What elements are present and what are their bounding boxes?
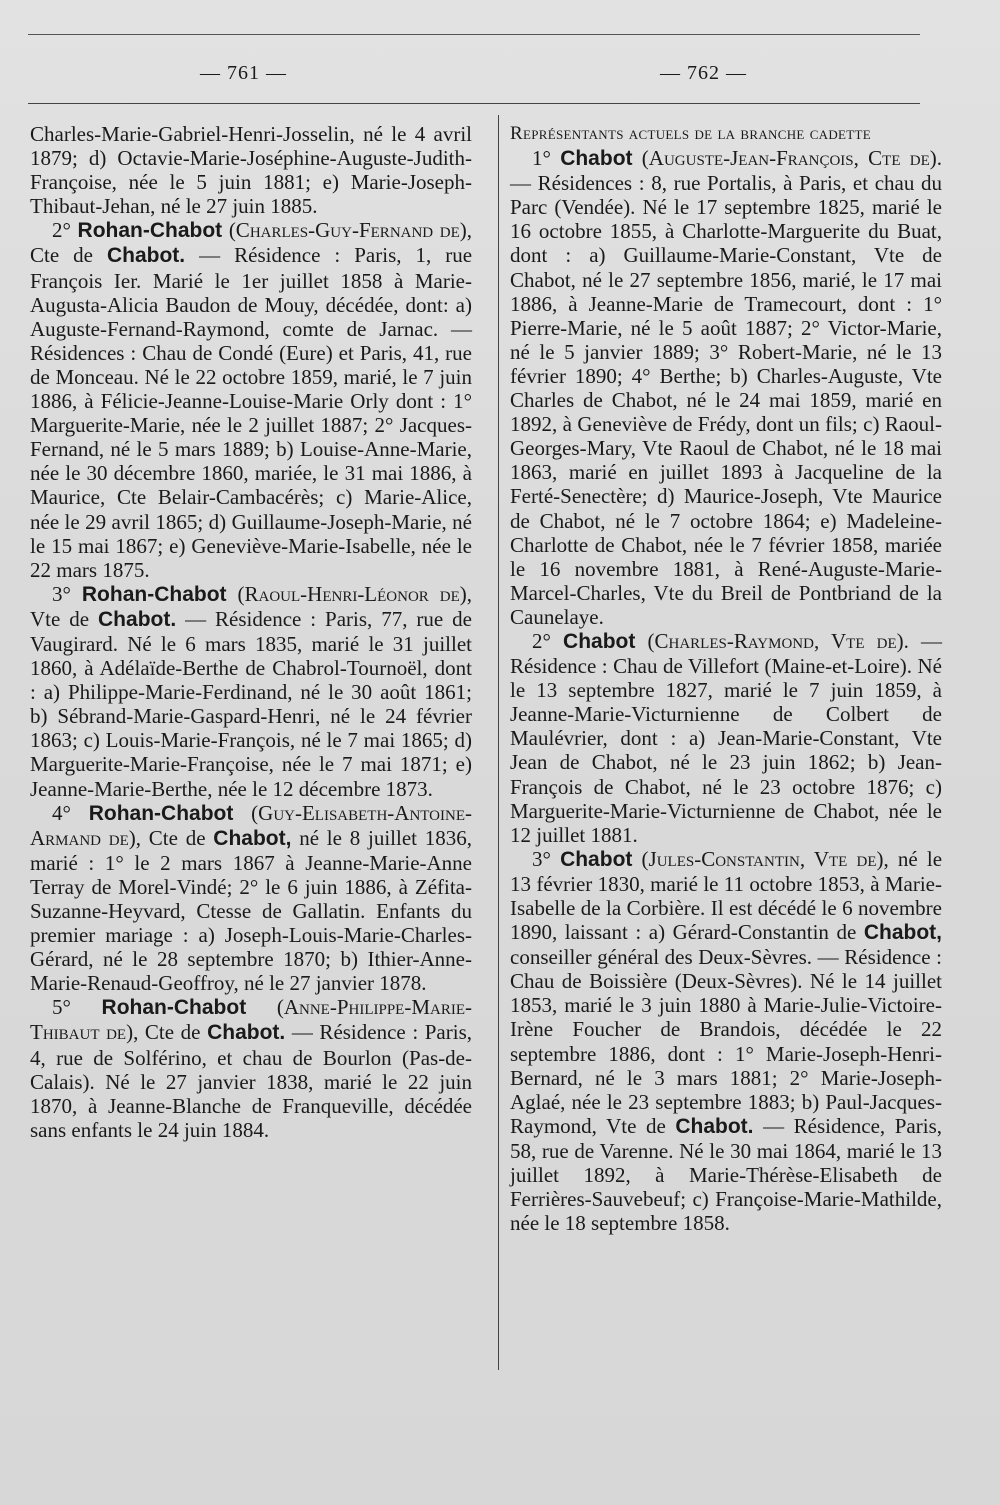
entry-number: 2°	[532, 628, 551, 653]
page-number-right: — 762 —	[660, 62, 747, 84]
column-divider	[498, 115, 499, 1370]
given-names: (Jules-Constantin, Vte de),	[641, 846, 889, 871]
title-name: Chabot,	[213, 826, 292, 850]
entry-body-part-a: né le 13 février 1830, marié le 11 octobre 1853, à Marie-Isabelle de la Corbière. Il est décédé le 6 novembre 1890, laissant : a) Gérard-Constantin de	[510, 846, 943, 945]
entry-2	[30, 218, 472, 581]
entry-body: — Résidence : Paris, 77, rue de Vaugirard. Né le 6 mars 1835, marié le 31 juillet 1860, à Adélaïde-Berthe de Chabrol-Tournoël, dont : a) Philippe-Marie-Ferdinand, né le 30 août 1861; b) Sébrand-Marie-Gaspard-Henri, né le 24 février 1863; c) Louis-Marie-François, né le 7 mai 1865; d) Marguerite-Marie-Françoise, née le 7 mai 1871; e) Jeanne-Marie-Berthe, née le 12 décembre 1873.	[30, 606, 472, 801]
entry-number: 4°	[52, 800, 71, 825]
family-name: Rohan-Chabot	[101, 996, 247, 1020]
header-rule	[28, 103, 920, 104]
entry-body: — Résidence : Paris, 1, rue François Ier. Marié le 1er juillet 1858 à Marie-Augusta-Alicia Baudon de Mouy, décédée, dont: a) Auguste-Fernand-Raymond, comte de Jarnac. — Résidences : Chau de Condé (Eure) et Paris, 41, rue de Monceau. Né le 22 octobre 1859, marié, le 7 juin 1886, à Félicie-Jeanne-Louise-Marie Orly dont : 1° Marguerite-Marie, née le 2 juillet 1887; 2° Jacques-Fernand, né le 5 mars 1889; b) Louise-Anne-Marie, née le 30 décembre 1860, mariée, le 31 mai 1886, à Maurice, Cte Belair-Cambacérès; c) Marie-Alice, née le 29 avril 1865; d) Guillaume-Joseph-Marie, né le 15 mai 1867; e) Geneviève-Marie-Isabelle, née le 22 mars 1875.	[30, 243, 473, 582]
inline-family-name: Chabot,	[863, 921, 943, 945]
given-names: (Auguste-Jean-François, Cte de).	[641, 146, 943, 171]
entry-3	[30, 582, 472, 801]
top-rule	[28, 34, 920, 35]
entry-number: 2°	[52, 218, 71, 243]
continued-paragraph: Charles-Marie-Gabriel-Henri-Josselin, né le 4 avril 1879; d) Octavie-Marie-Joséphine-Auguste-Judith-Françoise, née le 5 juin 1881; e) Marie-Joseph-Thibaut-Jehan, né le 27 juin 1885.	[30, 122, 472, 219]
entry-5	[30, 995, 472, 1142]
title-prefix: Cte de	[144, 1020, 201, 1045]
title-prefix: Cte de	[30, 243, 93, 268]
entry-number: 3°	[52, 581, 71, 606]
family-name: Rohan-Chabot	[81, 582, 227, 606]
family-name: Rohan-Chabot	[77, 219, 223, 243]
title-name: Chabot.	[98, 607, 177, 631]
entry-number: 5°	[52, 995, 71, 1020]
entry-body: né le 8 juillet 1836, marié : 1° le 2 mars 1867 à Jeanne-Marie-Anne Terray de Morel-Vindé; 2° le 6 juin 1886, à Zéfita-Suzanne-Heyvard, Ctesse de Gallatin. Enfants du premier mariage : a) Joseph-Louis-Marie-Charles-Gérard, né le 28 septembre 1870; b) Ithier-Anne-Marie-Renaud-Geoffroy, né le 27 janvier 1878.	[30, 825, 472, 996]
entry-4	[30, 801, 472, 996]
entry-body-part-c: — Résidence, Paris, 58, rue de Varenne. Né le 30 mai 1864, marié le 13 juillet 1892, à Marie-Thérèse-Elisabeth de Ferrières-Sauvebeuf; c) Françoise-Marie-Mathilde, née le 18 septembre 1858.	[510, 1113, 942, 1236]
entry-body: — Résidence : Chau de Villefort (Maine-et-Loire). Né le 13 septembre 1827, marié le 7 juin 1859, à Jeanne-Marie-Victurnienne de Colbert de Maulévrier, dont : a) Jean-Marie-Constant, Vte Jean de Chabot, né le 23 juin 1862; b) Jean-François de Chabot, né le 23 octobre 1876; c) Marguerite-Marie-Victurnienne de Chabot, née le 12 juillet 1881.	[510, 628, 942, 847]
cadet-entry-2	[510, 629, 942, 847]
entry-body: — Résidence : Paris, 4, rue de Solférino, et chau de Bourlon (Pas-de-Calais). Né le 27 janvier 1838, marié le 22 juin 1870, à Jeanne-Blanche de Franqueville, décédée sans enfants le 24 juin 1884.	[30, 1020, 473, 1142]
family-name: Chabot	[560, 147, 633, 171]
given-names: (Charles-Guy-Fernand de),	[228, 218, 473, 243]
title-prefix: Vte de	[30, 606, 90, 631]
section-title: Représentants actuels de la branche cadette	[510, 123, 871, 144]
right-column	[510, 122, 942, 1235]
family-name: Rohan-Chabot	[88, 801, 234, 825]
family-name: Chabot	[560, 847, 633, 871]
family-name: Chabot	[563, 629, 636, 653]
inline-family-name: Chabot.	[675, 1114, 754, 1138]
title-name: Chabot.	[106, 244, 186, 268]
given-names: (Guy-Elisabeth-Antoine-Armand de),	[30, 800, 472, 850]
cadet-entry-3	[510, 847, 942, 1236]
given-names: (Charles-Raymond, Vte de).	[647, 628, 909, 653]
given-names: (Raoul-Henri-Léonor de),	[237, 581, 473, 606]
given-names: (Anne-Philippe-Marie-Thibaut de),	[30, 995, 472, 1045]
entry-number: 1°	[532, 146, 551, 171]
entry-body: — Résidences : 8, rue Portalis, à Paris, et chau du Parc (Vendée). Né le 17 septembre 1825, marié le 16 octobre 1855, à Charlotte-Marguerite du Buat, dont : a) Guillaume-Marie-Constant, Vte de Chabot, né le 27 septembre 1856, marié, le 17 mai 1886, à Jeanne-Marie de Tramecourt, dont : 1° Pierre-Marie, né le 5 août 1887; 2° Victor-Marie, né le 5 janvier 1889; 3° Robert-Marie, né le 13 février 1890; 4° Berthe; b) Charles-Auguste, Vte Charles de Chabot, né le 24 mai 1859, marié en 1892, à Geneviève de Frédy, dont un fils; c) Raoul-Georges-Mary, Vte Raoul de Chabot, né le 18 mai 1863, marié en juillet 1893 à Jacqueline de la Ferté-Senectère; d) Maurice-Joseph, Vte Maurice de Chabot, né le 7 octobre 1864; e) Madeleine-Charlotte de Chabot, née le 7 février 1858, mariée le 16 novembre 1881, à René-Auguste-Marie-Marcel-Charles, Vte du Breil de Pontbriand de la Caunelaye.	[510, 171, 942, 629]
entry-body-part-b: conseiller général des Deux-Sèvres. — Résidence : Chau de Boissière (Deux-Sèvres). Né le 14 juillet 1853, marié le 3 juin 1880 à Marie-Julie-Victoire-Irène Foucher de Brandois, décédée le 22 septembre 1886, dont : 1° Marie-Joseph-Henri-Bernard, né le 3 mars 1881; 2° Marie-Joseph-Aglaé, née le 23 septembre 1883; b) Paul-Jacques-Raymond, Vte de	[510, 945, 942, 1138]
cadet-entry-1	[510, 146, 942, 629]
left-column	[30, 122, 472, 1142]
title-name: Chabot.	[207, 1021, 286, 1045]
page-number-left: — 761 —	[200, 62, 287, 84]
title-prefix: Cte de	[148, 825, 206, 850]
entry-number: 3°	[532, 846, 551, 871]
